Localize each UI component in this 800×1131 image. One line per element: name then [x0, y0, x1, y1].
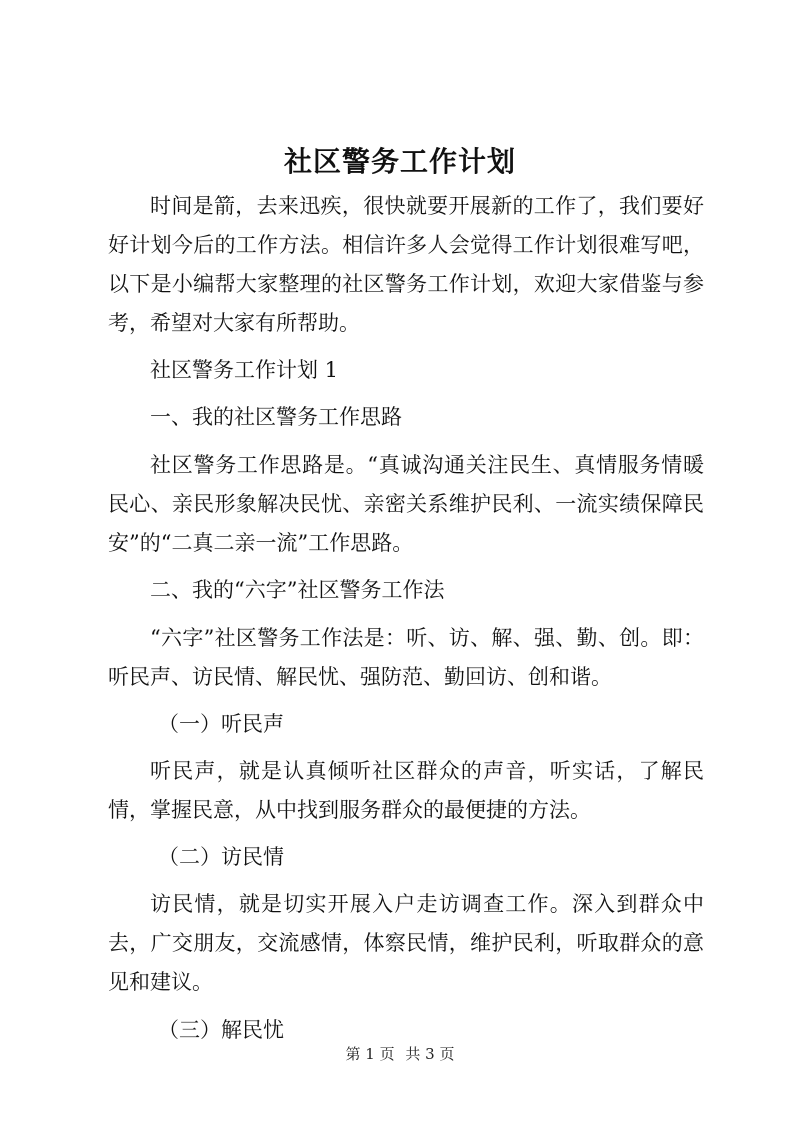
subheading-solve: （三）解民忧: [158, 1018, 284, 1042]
intro-paragraph: 时间是箭，去来迅疾，很快就要开展新的工作了，我们要好好计划今后的工作方法。相信许多人会觉得工作计划很难写吧，以下是小编帮大家整理的社区警务工作计划，欢迎大家借鉴与参考，希望对大家有所帮助。: [108, 194, 704, 335]
paragraph-approach: 社区警务工作思路是。“真诚沟通关注民生、真情服务情暖民心、亲民形象解决民忧、亲密关系维护民利、一流实绩保障民安”的“二真二亲一流”工作思路。: [108, 453, 704, 555]
document-title: 社区警务工作计划: [283, 145, 516, 178]
paragraph-listen: 听民声，就是认真倾听社区群众的声音，听实话，了解民情，掌握民意，从中找到服务群众的最便捷的方法。: [108, 759, 704, 822]
section-heading-1: 一、我的社区警务工作思路: [150, 405, 402, 429]
paragraph-visit: 访民情，就是切实开展入户走访调查工作。深入到群众中去，广交朋友，交流感情，体察民情，维护民利，听取群众的意见和建议。: [108, 892, 704, 994]
section-heading-2: 二、我的“六字”社区警务工作法: [150, 578, 445, 602]
subheading-visit: （二）访民情: [158, 845, 284, 869]
page-number: 第 1 页: [345, 1045, 395, 1063]
paragraph-six-words: “六字”社区警务工作法是：听、访、解、强、勤、创。即：听民声、访民情、解民忧、强防范、勤回访、创和谐。: [108, 626, 704, 689]
document-body: [108, 187, 704, 1050]
subheading-listen: （一）听民声: [158, 712, 284, 736]
page-footer: [0, 1044, 800, 1064]
section-heading-plan-1: 社区警务工作计划 1: [150, 358, 339, 382]
page-total: 共 3 页: [405, 1045, 455, 1063]
